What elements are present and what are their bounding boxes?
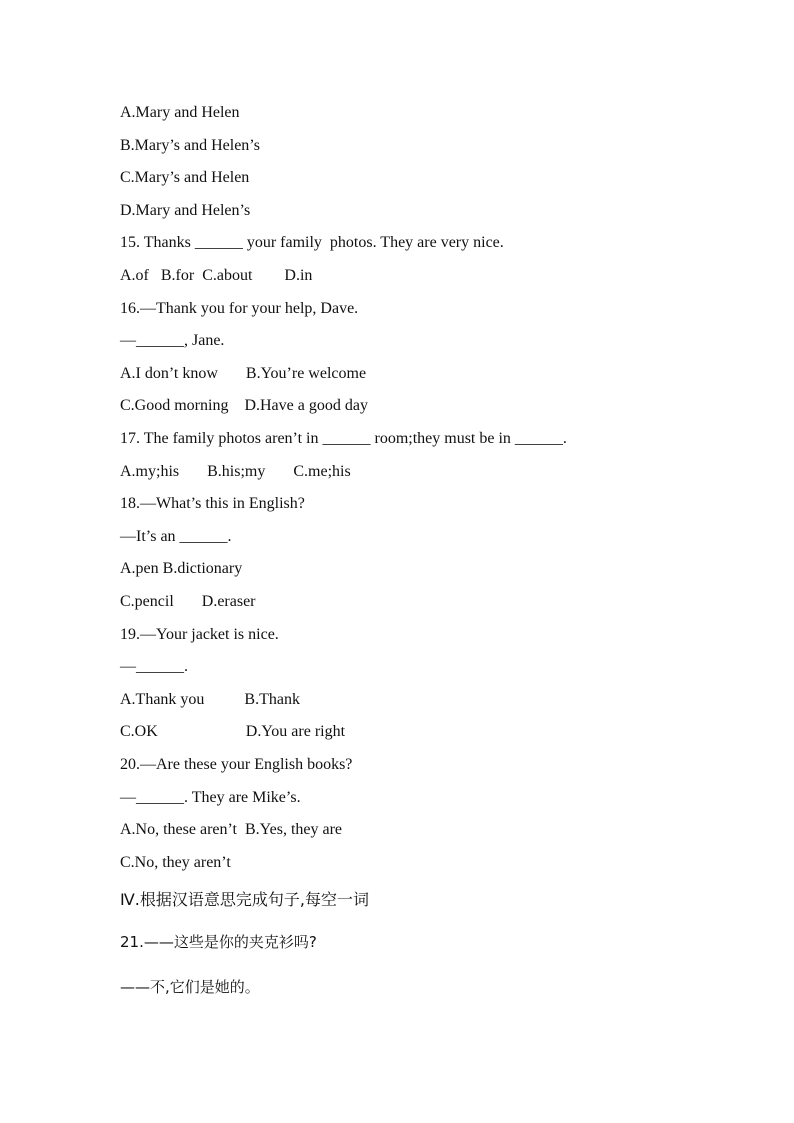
options-20-c: C.No, they aren’t [120, 854, 231, 871]
options-16-ab: A.I don’t know B.You’re welcome [120, 365, 367, 382]
options-19-ab: A.Thank you B.Thank [120, 691, 300, 708]
question-19-reply: —______. [120, 658, 188, 675]
options-18-ab: A.pen B.dictionary [120, 560, 243, 577]
question-18-reply: —It’s an ______. [120, 528, 232, 545]
option-line: A.Mary and Helen [120, 104, 240, 121]
question-21-answer: ——不,它们是她的。 [120, 978, 260, 996]
option-line: D.Mary and Helen’s [120, 202, 251, 219]
question-20-reply: —______. They are Mike’s. [120, 789, 301, 806]
question-19: 19.—Your jacket is nice. [120, 626, 279, 643]
options-15: A.of B.for C.about D.in [120, 267, 313, 284]
options-20-ab: A.No, these aren’t B.Yes, they are [120, 821, 343, 838]
question-16: 16.—Thank you for your help, Dave. [120, 300, 359, 317]
question-16-reply: —______, Jane. [120, 332, 225, 349]
section-heading: Ⅳ.根据汉语意思完成句子,每空一词 [120, 890, 369, 909]
option-line: B.Mary’s and Helen’s [120, 137, 260, 154]
question-18: 18.—What’s this in English? [120, 495, 305, 512]
question-17: 17. The family photos aren’t in ______ room;they must be in ______. [120, 430, 567, 447]
question-15: 15. Thanks ______ your family photos. They are very nice. [120, 234, 504, 251]
options-19-cd: C.OK D.You are right [120, 723, 346, 740]
question-21-prompt: 21.——这些是你的夹克衫吗? [120, 933, 317, 951]
options-17: A.my;his B.his;my C.me;his [120, 463, 351, 480]
options-18-cd: C.pencil D.eraser [120, 593, 256, 610]
options-16-cd: C.Good morning D.Have a good day [120, 397, 368, 414]
option-line: C.Mary’s and Helen [120, 169, 250, 186]
question-20: 20.—Are these your English books? [120, 756, 353, 773]
